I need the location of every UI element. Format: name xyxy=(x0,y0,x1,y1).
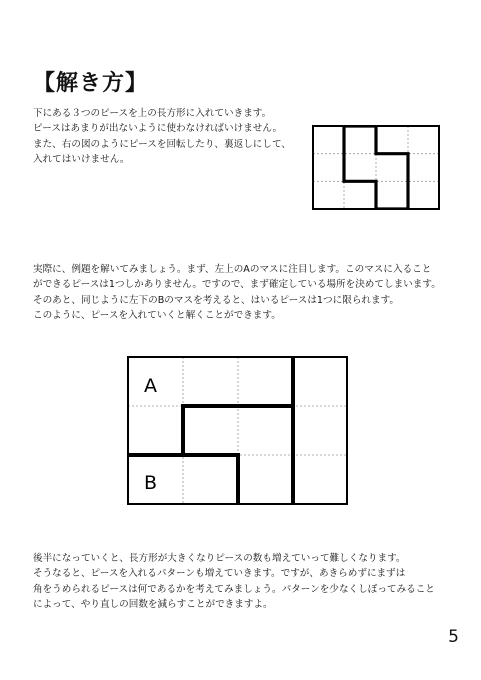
cell-a-label: A xyxy=(144,375,157,397)
example-line: 実際に、例題を解いてみましょう。まず、左上のAのマスに注目します。このマスに入ること xyxy=(33,264,432,275)
example-line: そのあと、同じように左下のBのマスを考えると、はいるピースは1つに限られます。 xyxy=(33,294,400,306)
intro-line: ピースはあまりが出ないように使わなければいけません。 xyxy=(33,123,283,135)
example-paragraph xyxy=(33,262,441,323)
rotation-example-diagram xyxy=(312,125,440,210)
outro-line: 後半になっていくと、長方形が大きくなりピースの数も増えていって難しくなります。 xyxy=(33,553,406,564)
outro-line: そうなると、ピースを入れるパターンも増えていきます。ですが、あきらめずにまずは xyxy=(33,568,406,580)
example-puzzle-grid xyxy=(127,356,348,505)
outro-line: 角をうめられるピースは何であるかを考えてみましょう。パターンを少なくしぼってみること xyxy=(33,583,435,595)
outro-paragraph xyxy=(33,551,435,612)
page-number: 5 xyxy=(448,627,459,647)
intro-paragraph xyxy=(33,106,291,167)
example-line: このように、ピースを入れていくと解くことができます。 xyxy=(33,309,281,321)
cell-b-label: B xyxy=(144,472,158,494)
page-title: 【解き方】 xyxy=(33,71,149,96)
outro-line: によって、やり直しの回数を減らすことができますよ。 xyxy=(33,598,273,610)
example-line: ができるピースは1つしかありません。ですので、まず確定している場所を決めてしまいます。 xyxy=(33,279,441,291)
intro-line: また、右の図のようにピースを回転したり、裏返しにして、 xyxy=(33,138,291,150)
intro-line: 下にある３つのピースを上の長方形に入れていきます。 xyxy=(33,108,272,119)
intro-line: 入れてはいけません。 xyxy=(33,153,130,165)
